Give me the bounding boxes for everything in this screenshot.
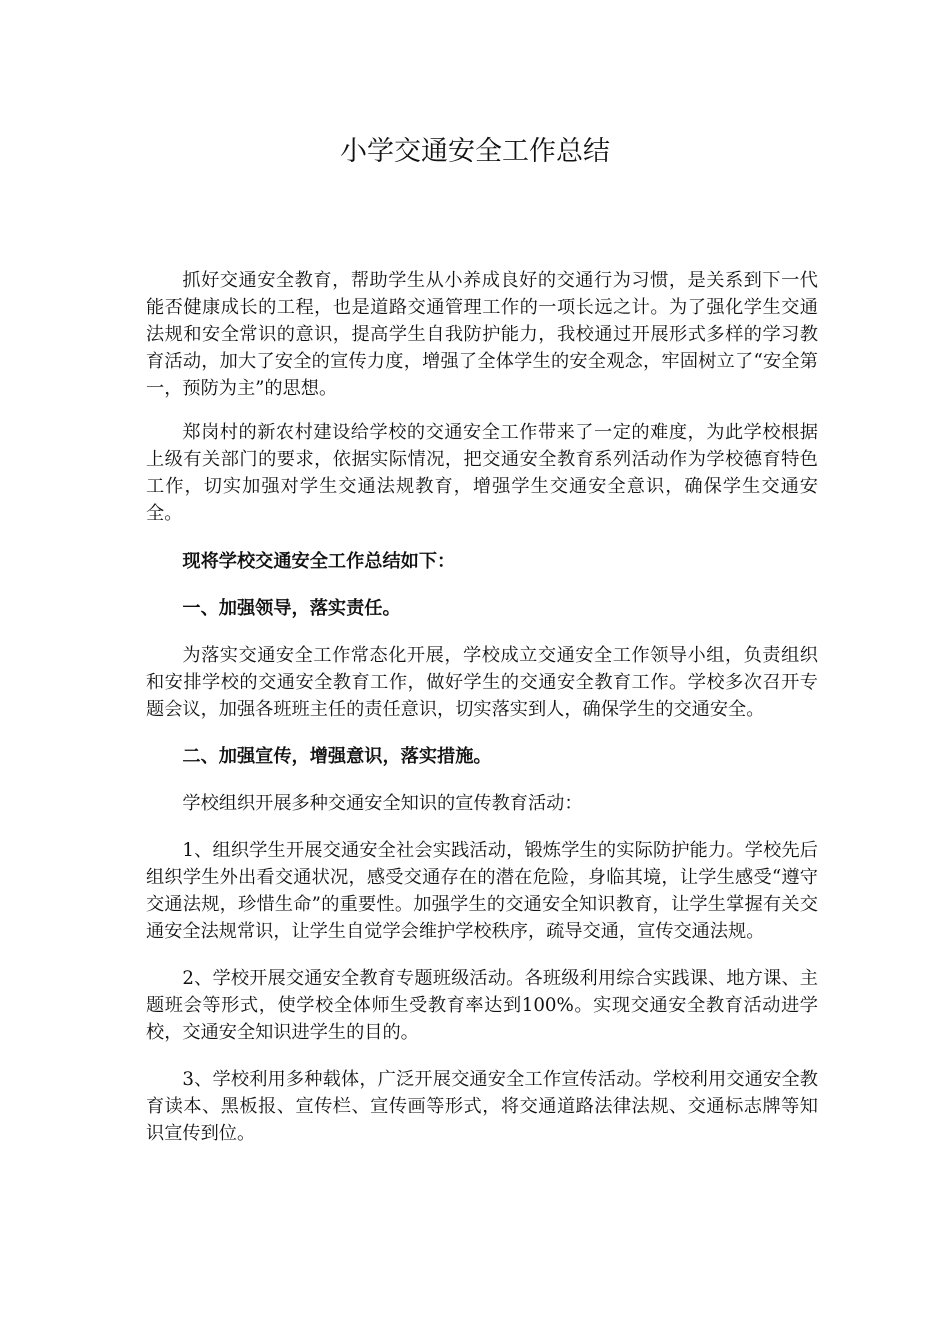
list-item-1: 1、组织学生开展交通安全社会实践活动，锻炼学生的实际防护能力。学校先后组织学生外出看交通状况，感受交通存在的潜在危险，身临其境，让学生感受“遵守交通法规，珍惜生命”的重要性。加强学生的交通安全知识教育，让学生掌握有关交通安全法规常识，让学生自觉学会维护学校秩序，疏导交通，宣传交通法规。 <box>146 840 818 942</box>
summary-lead: 现将学校交通安全工作总结如下： <box>182 551 456 572</box>
document-body <box>146 267 818 1165</box>
document-title: 小学交通安全工作总结 <box>340 136 610 167</box>
section-heading-2: 二、加强宣传，增强意识，落实措施。 <box>182 746 492 767</box>
paragraph-activities-intro: 学校组织开展多种交通安全知识的宣传教育活动： <box>182 793 583 814</box>
list-item-3: 3、学校利用多种载体，广泛开展交通安全工作宣传活动。学校利用交通安全教育读本、黑板报、宣传栏、宣传画等形式，将交通道路法律法规、交通标志牌等知识宣传到位。 <box>146 1069 818 1144</box>
paragraph-leadership: 为落实交通安全工作常态化开展，学校成立交通安全工作领导小组，负责组织和安排学校的交通安全教育工作，做好学生的交通安全教育工作。学校多次召开专题会议，加强各班班主任的责任意识，切实落实到人，确保学生的交通安全。 <box>146 645 818 720</box>
section-heading-1: 一、加强领导，落实责任。 <box>182 598 401 619</box>
paragraph-village: 郑岗村的新农村建设给学校的交通安全工作带来了一定的难度，为此学校根据上级有关部门的要求，依据实际情况，把交通安全教育系列活动作为学校德育特色工作，切实加强对学生交通法规教育，增强学生交通安全意识，确保学生交通安全。 <box>146 422 818 524</box>
paragraph-intro: 抓好交通安全教育，帮助学生从小养成良好的交通行为习惯，是关系到下一代能否健康成长的工程，也是道路交通管理工作的一项长远之计。为了强化学生交通法规和安全常识的意识，提高学生自我防护能力，我校通过开展形式多样的学习教育活动，加大了安全的宣传力度，增强了全体学生的安全观念，牢固树立了“安全第一，预防为主”的思想。 <box>146 270 818 399</box>
list-item-2: 2、学校开展交通安全教育专题班级活动。各班级利用综合实践课、地方课、主题班会等形式，使学校全体师生受教育率达到100%。实现交通安全教育活动进学校，交通安全知识进学生的目的。 <box>146 968 818 1043</box>
